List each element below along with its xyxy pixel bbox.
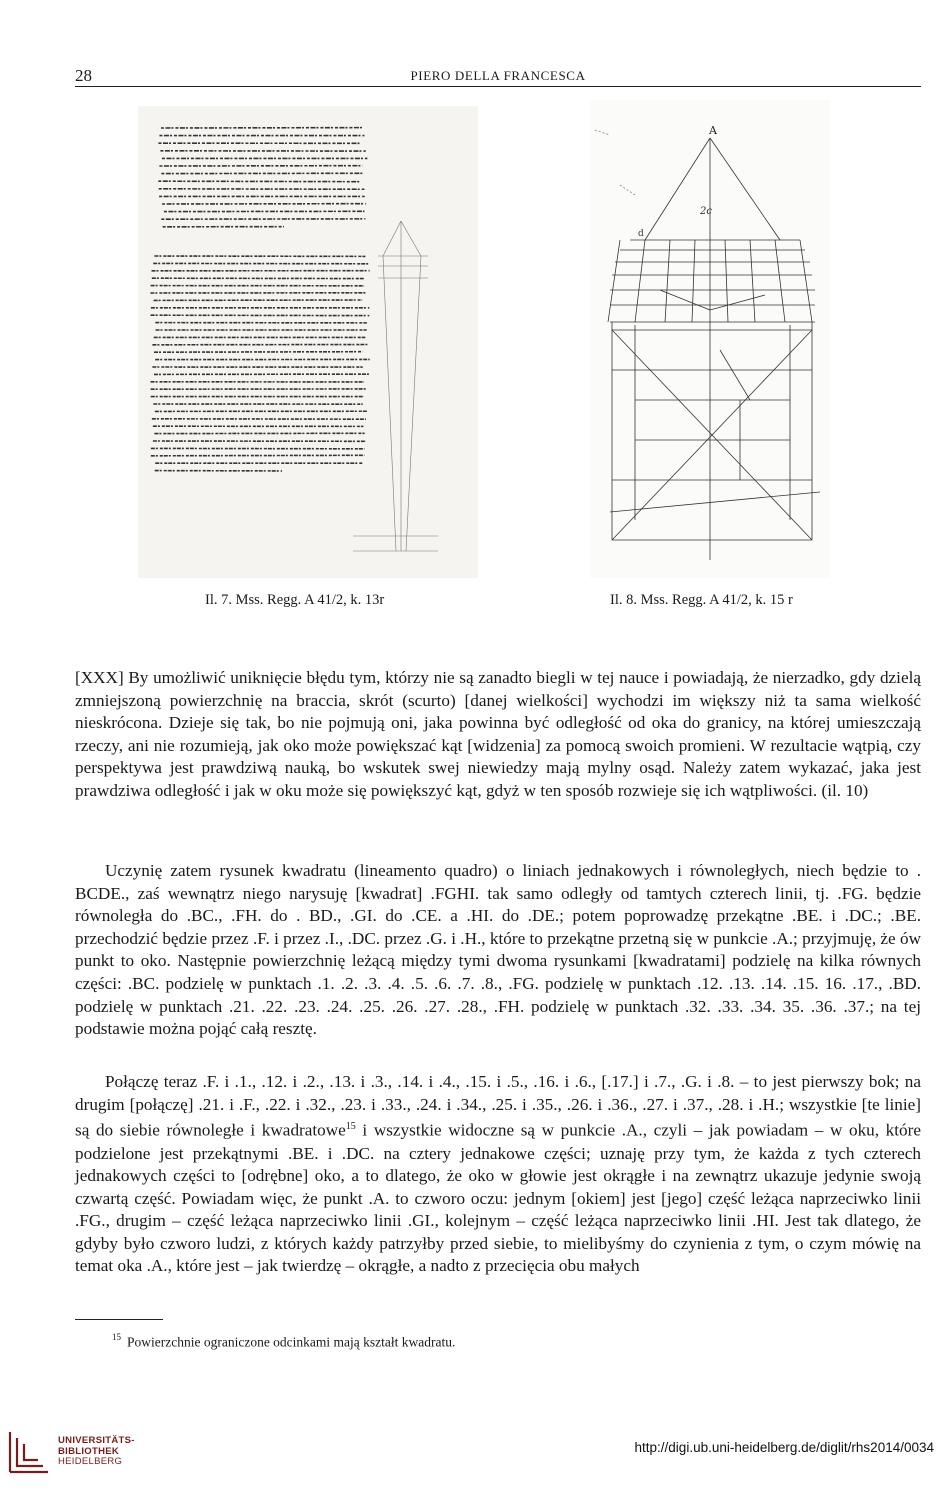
- running-head-title: PIERO DELLA FRANCESCA: [410, 68, 586, 83]
- figure-8-perspective-drawing: [590, 100, 830, 578]
- library-name: [58, 1436, 135, 1468]
- paragraph-1-text: [XXX] By umożliwić uniknięcie błędu tym, którzy nie są zanadto biegli w tej nauce i powiadają, że nierzadko, gdy dzielą zmniejszoną powierzchnię na braccia, skrót (scurto) [danej wielkości] wychodzi im większy niż ta sama wielkość nieskrócona. Dzieje się tak, bo nie pojmują oni, jaka powinna być odległość od oka do granicy, na której umieszczają rzeczy, ani nie rozumieją, jak oko może powiększać kąt [widzenia] za pomocą swoich promieni. W rezultacie wątpią, czy perspektywa jest prawdziwą nauką, bo wskutek swej niewiedzy mają mylny osąd. Należy zatem wykazać, jaka jest prawdziwa odległość i jak w oku może się powiększyć kąt, gdyż w ten sposób rozwieje się ich wątpliwości. (il. 10): [75, 668, 921, 800]
- paragraph-2: [75, 860, 921, 1041]
- point-a-label: A: [709, 124, 717, 137]
- library-logo[interactable]: [8, 1428, 168, 1480]
- manuscript-scan-drawing: [138, 106, 478, 578]
- footnote-number: 15: [112, 1332, 121, 1342]
- digital-library-url[interactable]: http://digi.ub.uni-heidelberg.de/diglit/rhs2014/0034: [634, 1440, 934, 1455]
- paragraph-3-part-b: i wszystkie widoczne są w punkcie .A., czyli – jak powiadam – w oku, które podzielone jest przekątnymi .BE. i .DC. na cztery jednakowe części; uznaję przy tym, że każda z tych czterech jednakowych części to [odrębne] oko, a to dlatego, że oko w głowie jest okrągłe i na zewnątrz ukazuje jedynie swoją czwartą część. Powiadam więc, że punkt .A. to czworo oczu: jednym [okiem] jest [jego] część leżąca naprzeciwko linii .FG., drugim – część leżąca naprzeciwko linii .GI., kolejnym – część leżąca naprzeciwko linii .HI. Jest tak dlatego, że gdyby było czworo ludzi, z których każdy patrzyłby przed siebie, to mielibyśmy do czynienia z tym, o czym mówię na temat oka .A., które jest – jak twierdzę – okrągłe, a nadto z przecięcia obu małych: [75, 1120, 921, 1276]
- footnote: [112, 1333, 455, 1351]
- library-name-line-1: UNIVERSITÄTS-: [58, 1435, 135, 1446]
- perspective-diagram: [590, 100, 830, 578]
- footnote-reference[interactable]: 15: [345, 1121, 356, 1133]
- paragraph-3-part-a: Połączę teraz .F. i .1., .12. i .2., .13. i .3., .14. i .4., .15. i .5., .16. i .6., [.17.] i .7., .G. i .8. – to jest pierwszy bok; na drugim [połączę] .21. i .F., .22. i .32., .23. i .33., .24. i .34., .25. i .35., .26. i .36., .27. i .37., .28. i .H.; wszystkie [te linie] są do siebie równoległe i kwadratowe: [75, 1072, 921, 1140]
- running-header: [75, 60, 921, 87]
- figure-7-manuscript-image: [138, 106, 478, 578]
- library-name-line-2: BIBLIOTHEK: [58, 1445, 120, 1457]
- paragraph-3-text: [75, 1071, 921, 1278]
- footnote-divider: [75, 1319, 163, 1320]
- paragraph-3: [75, 1071, 921, 1278]
- page-number: 28: [75, 66, 92, 85]
- library-name-line-3: HEIDELBERG: [58, 1456, 123, 1467]
- figure-8-caption: Il. 8. Mss. Regg. A 41/2, k. 15 r: [610, 592, 793, 608]
- point-d-label: d: [638, 229, 644, 239]
- angle-label: 2c: [700, 206, 712, 217]
- paragraph-1: [75, 667, 921, 803]
- footnote-text: Powierzchnie ograniczone odcinkami mają kształt kwadratu.: [127, 1334, 456, 1350]
- library-emblem-icon: [8, 1428, 50, 1474]
- figure-7-caption: Il. 7. Mss. Regg. A 41/2, k. 13r: [205, 592, 385, 608]
- paragraph-2-text: Uczynię zatem rysunek kwadratu (lineamento quadro) o liniach jednakowych i równoległych, niech będzie to . BCDE., zaś wewnątrz niego narysuję [kwadrat] .FGHI. tak samo odległy od tamtych czterech linii, tj. .FG. będzie równoległa do .BC., .FH. do . BD., .GI. do .CE. a .HI. do .DE.; potem poprowadzę przekątne .BE. i .DC.; .BE. przechodzić będzie przez .F. i przez .I., .DC. przez .G. i .H., które to przekątne przetną się w punkcie .A.; przyjmuję, że ów punkt to oko. Następnie powierzchnię leżącą między tymi dwoma rysunkami [kwadratami] podzielę na kilka równych części: .BC. podzielę w punktach .1. .2. .3. .4. .5. .6. .7. .8., .FG. podzielę w punktach .12. .13. .14. .15. 16. .17., .BD. podzielę w punktach .21. .22. .23. .24. .25. .26. .27. .28., .FH. podzielę w punktach .32. .33. .34. 35. .36. .37.; na tej podstawie można pojąć całą resztę.: [75, 861, 921, 1039]
